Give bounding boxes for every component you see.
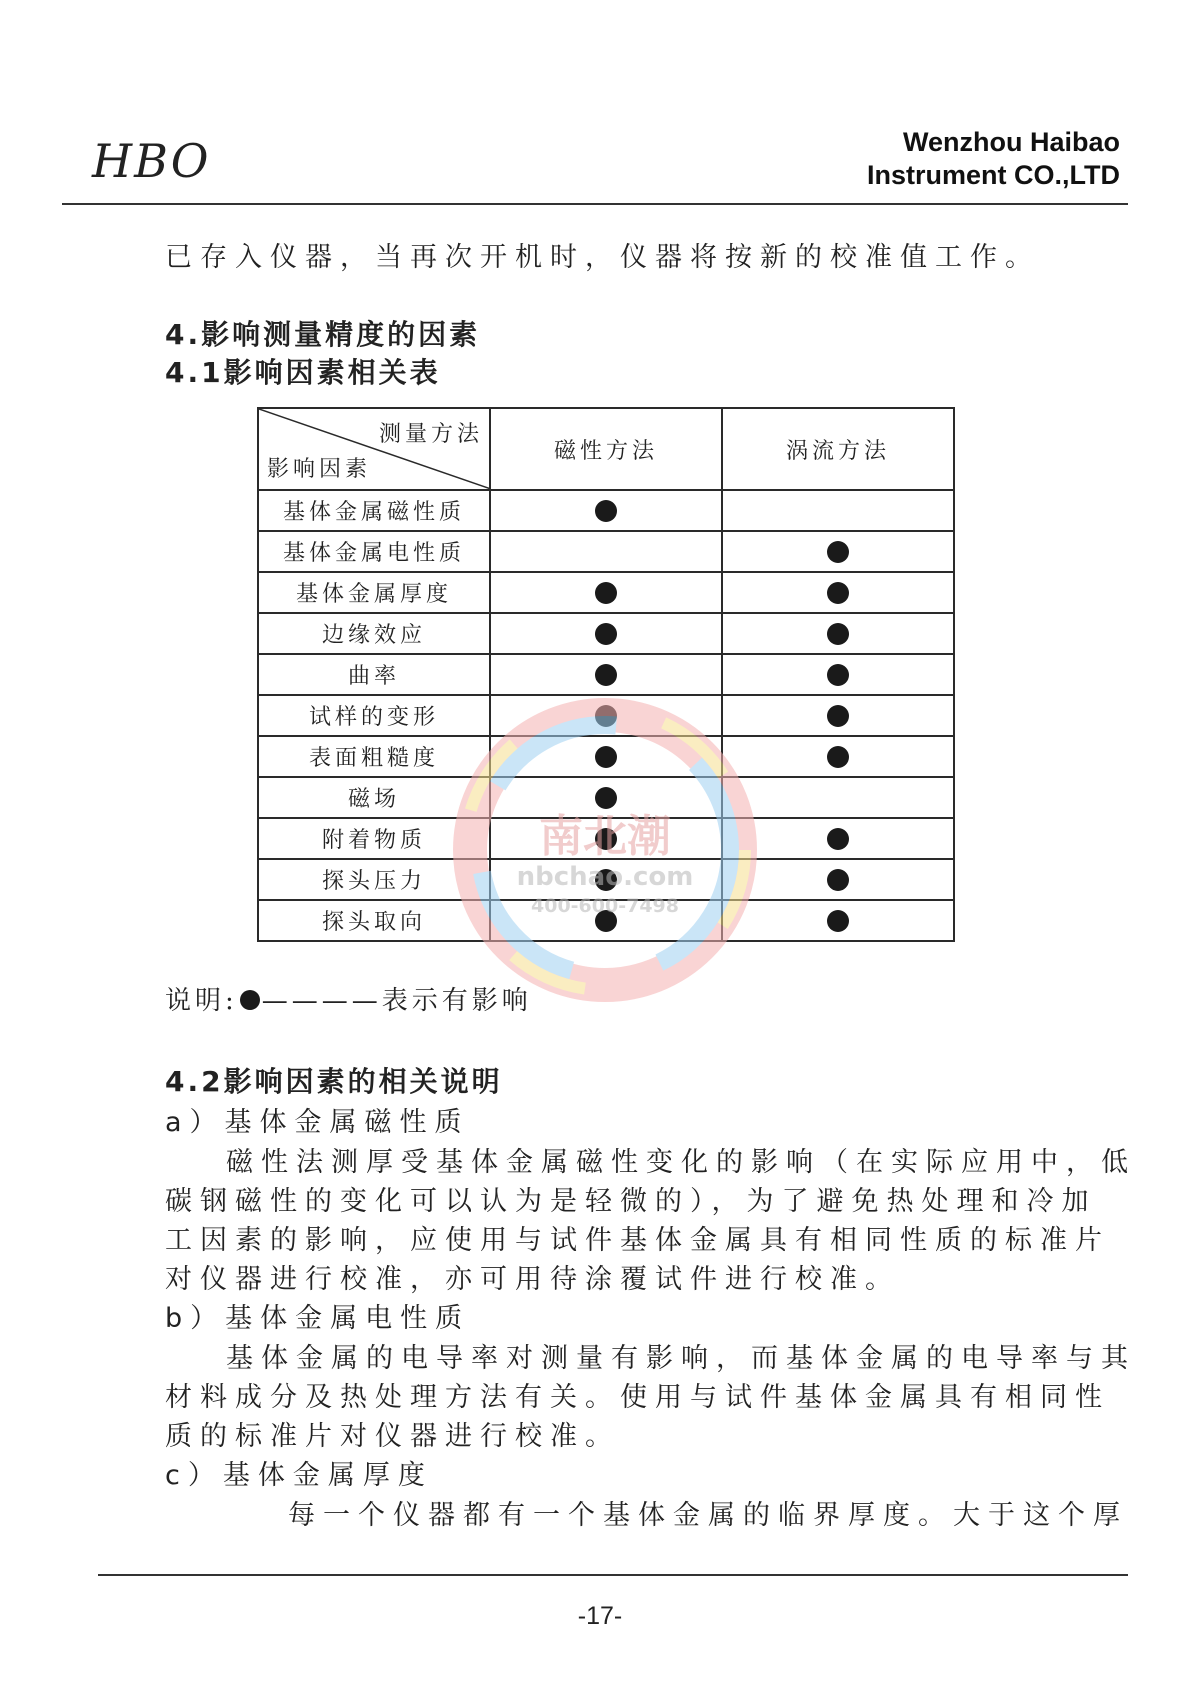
company-name-line1: Wenzhou Haibao	[902, 127, 1120, 157]
table-header-row	[258, 408, 954, 490]
influence-dot-icon	[827, 828, 849, 850]
influence-dot-icon	[595, 623, 617, 645]
legend-suffix: ————表示有影响	[261, 986, 532, 1016]
factor-name-cell: 曲率	[258, 654, 490, 695]
corner-label-method: 测量方法	[378, 422, 483, 447]
eddy-cell	[722, 613, 954, 654]
factor-name-cell: 基体金属电性质	[258, 531, 490, 572]
factor-name-cell: 探头压力	[258, 859, 490, 900]
intro-line: 已存入仪器，当再次开机时，仪器将按新的校准值工作。	[165, 242, 1040, 273]
influence-dot-icon	[827, 582, 849, 604]
legend-dot-icon	[240, 990, 260, 1010]
watermark-brand-cn: 南北潮	[539, 811, 671, 862]
influence-dot-icon	[827, 541, 849, 563]
table-row	[258, 859, 954, 900]
item-a-line-4: 对仪器进行校准，亦可用待涂覆试件进行校准。	[165, 1264, 900, 1295]
magnetic-cell	[490, 859, 722, 900]
eddy-cell	[722, 490, 954, 531]
influence-dot-icon	[595, 828, 617, 850]
influence-dot-icon	[827, 623, 849, 645]
item-a-line-3: 工因素的影响，应使用与试件基体金属具有相同性质的标准片	[165, 1225, 1110, 1256]
watermark-phone: 400-600-7498	[531, 895, 679, 917]
magnetic-cell	[490, 654, 722, 695]
eddy-cell	[722, 777, 954, 818]
page-number: -17-	[577, 1602, 623, 1630]
hbo-logo: HBO	[92, 134, 211, 188]
influence-dot-icon	[827, 664, 849, 686]
eddy-cell	[722, 900, 954, 941]
influence-dot-icon	[595, 664, 617, 686]
factor-name-cell: 磁场	[258, 777, 490, 818]
eddy-cell	[722, 531, 954, 572]
item-b-line-2: 材料成分及热处理方法有关。使用与试件基体金属具有相同性	[165, 1382, 1110, 1413]
table-row	[258, 572, 954, 613]
magnetic-cell	[490, 736, 722, 777]
eddy-cell	[722, 736, 954, 777]
footer-rule	[98, 1574, 1128, 1576]
corner-label-factor: 影响因素	[267, 457, 372, 482]
table-row	[258, 490, 954, 531]
factor-table	[257, 407, 955, 942]
magnetic-cell	[490, 818, 722, 859]
magnetic-cell	[490, 613, 722, 654]
magnetic-cell	[490, 531, 722, 572]
header-rule	[62, 203, 1128, 205]
section-4-2-title: 4.2影响因素的相关说明	[165, 1065, 503, 1098]
influence-dot-icon	[595, 746, 617, 768]
table-row	[258, 654, 954, 695]
magnetic-cell	[490, 572, 722, 613]
influence-dot-icon	[827, 869, 849, 891]
factor-name-cell: 附着物质	[258, 818, 490, 859]
influence-dot-icon	[595, 869, 617, 891]
magnetic-cell	[490, 695, 722, 736]
table-row	[258, 777, 954, 818]
table-row	[258, 818, 954, 859]
company-name	[867, 126, 1120, 192]
magnetic-cell	[490, 777, 722, 818]
company-name-line2: Instrument CO.,LTD	[867, 160, 1120, 190]
influence-dot-icon	[827, 910, 849, 932]
factor-name-cell: 试样的变形	[258, 695, 490, 736]
eddy-cell	[722, 654, 954, 695]
item-c-line-1: 每一个仪器都有一个基体金属的临界厚度。大于这个厚	[288, 1500, 1128, 1531]
factor-name-cell: 基体金属厚度	[258, 572, 490, 613]
factor-name-cell: 基体金属磁性质	[258, 490, 490, 531]
section-4-1-title: 4.1影响因素相关表	[165, 356, 441, 389]
section-4-title: 4.影响测量精度的因素	[165, 318, 481, 351]
table-row	[258, 531, 954, 572]
item-b-line-1: 基体金属的电导率对测量有影响，而基体金属的电导率与其	[226, 1343, 1136, 1374]
legend-prefix: 说明:	[165, 986, 238, 1016]
table-row	[258, 695, 954, 736]
column-header-magnetic: 磁性方法	[490, 408, 722, 490]
item-b-line-3: 质的标准片对仪器进行校准。	[165, 1421, 620, 1452]
watermark-site: nbchao.com	[516, 862, 694, 892]
table-row	[258, 613, 954, 654]
item-c-title: c）基体金属厚度	[165, 1460, 433, 1491]
table-row	[258, 736, 954, 777]
factor-name-cell: 表面粗糙度	[258, 736, 490, 777]
influence-dot-icon	[595, 500, 617, 522]
magnetic-cell	[490, 900, 722, 941]
influence-dot-icon	[827, 705, 849, 727]
item-a-title: a）基体金属磁性质	[165, 1107, 470, 1138]
eddy-cell	[722, 818, 954, 859]
influence-dot-icon	[595, 582, 617, 604]
factor-name-cell: 探头取向	[258, 900, 490, 941]
column-header-eddy: 涡流方法	[722, 408, 954, 490]
legend-note	[165, 980, 532, 1017]
magnetic-cell	[490, 490, 722, 531]
influence-dot-icon	[595, 910, 617, 932]
table-row	[258, 900, 954, 941]
eddy-cell	[722, 572, 954, 613]
item-b-title: b）基体金属电性质	[165, 1303, 471, 1334]
eddy-cell	[722, 859, 954, 900]
item-a-line-2: 碳钢磁性的变化可以认为是轻微的），为了避免热处理和冷加	[165, 1186, 1097, 1217]
eddy-cell	[722, 695, 954, 736]
table-corner-cell	[258, 408, 490, 490]
influence-dot-icon	[595, 787, 617, 809]
factor-name-cell: 边缘效应	[258, 613, 490, 654]
influence-dot-icon	[827, 746, 849, 768]
influence-dot-icon	[595, 705, 617, 727]
item-a-line-1: 磁性法测厚受基体金属磁性变化的影响（在实际应用中，低	[226, 1147, 1136, 1178]
